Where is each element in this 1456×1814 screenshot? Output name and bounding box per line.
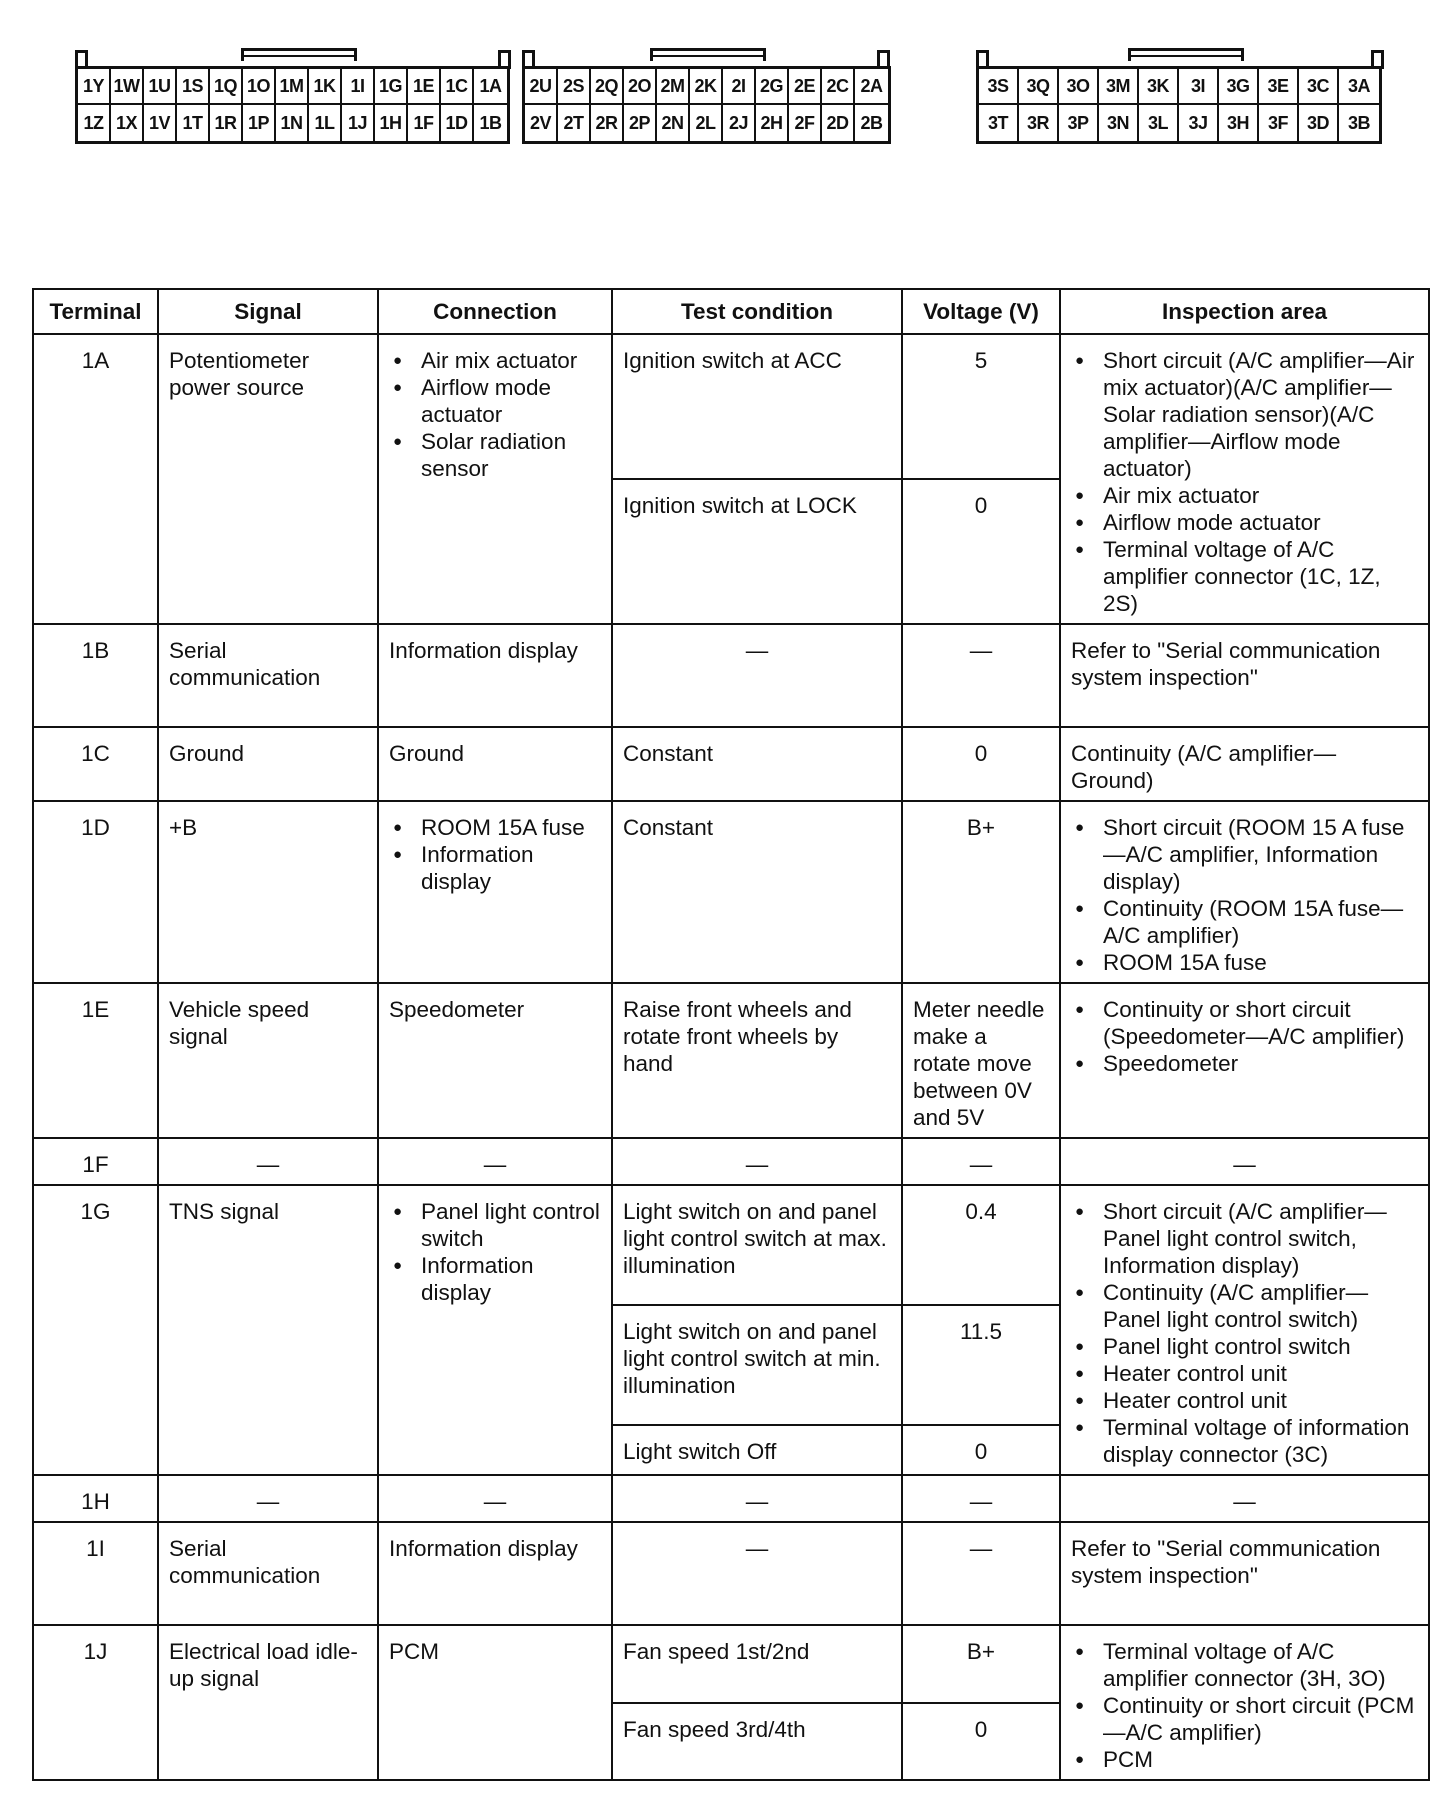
test-condition-cell: Raise front wheels and rotate front wheels by hand: [612, 983, 902, 1138]
test-condition-cell: Constant: [612, 727, 902, 801]
table-header-row: [33, 289, 1429, 334]
connector-pin: 3M: [1099, 69, 1139, 105]
signal-cell: +B: [158, 801, 378, 983]
connector-pin: 3K: [1139, 69, 1179, 105]
inspection-item: ● Panel light control switch: [1071, 1333, 1418, 1360]
connector-pin: 1M: [276, 69, 309, 105]
connector-pin: 2E: [789, 69, 822, 105]
test-condition-cell: Ignition switch at LOCK: [612, 479, 902, 624]
test-condition-cell: Ignition switch at ACC: [612, 334, 902, 479]
inspection-item: ● Continuity (ROOM 15A fuse—A/C amplifier): [1071, 895, 1418, 949]
inspection-item: ● Terminal voltage of A/C amplifier connector (1C, 1Z, 2S): [1071, 536, 1418, 617]
pin-row: [78, 105, 507, 141]
signal-cell: —: [158, 1138, 378, 1185]
connector-pin: 3L: [1139, 105, 1179, 141]
connection-cell: Speedometer: [378, 983, 612, 1138]
voltage-cell: 0.4: [902, 1185, 1060, 1305]
voltage-cell: B+: [902, 801, 1060, 983]
voltage-cell: 11.5: [902, 1305, 1060, 1425]
terminal-cell: 1H: [33, 1475, 158, 1522]
connector-3-body: [976, 66, 1382, 144]
connection-list: [389, 347, 601, 482]
connector-pin: 1C: [441, 69, 474, 105]
signal-cell: Serial communication: [158, 1522, 378, 1625]
connector-pin: 1E: [408, 69, 441, 105]
connector-pin: 2A: [855, 69, 888, 105]
connector-pin: 1T: [177, 105, 210, 141]
pin-row: [979, 105, 1379, 141]
signal-cell: Ground: [158, 727, 378, 801]
inspection-cell: [1060, 983, 1429, 1138]
connector-pin: 2N: [657, 105, 690, 141]
connector-3: [976, 48, 1384, 148]
signal-cell: Potentiometer power source: [158, 334, 378, 624]
signal-cell: Electrical load idle-up signal: [158, 1625, 378, 1780]
connector-pin: 1A: [474, 69, 507, 105]
connector-pin: 1Y: [78, 69, 111, 105]
connector-pin: 3R: [1019, 105, 1059, 141]
voltage-cell: Meter needle make a rotate move between 0V and 5V: [902, 983, 1060, 1138]
connector-pin: 3O: [1059, 69, 1099, 105]
inspection-item: ● Airflow mode actuator: [1071, 509, 1418, 536]
connection-item: ● Panel light control switch: [389, 1198, 601, 1252]
terminal-cell: 1J: [33, 1625, 158, 1780]
signal-cell: —: [158, 1475, 378, 1522]
voltage-cell: B+: [902, 1625, 1060, 1703]
inspection-item: ● Continuity (A/C amplifier—Panel light control switch): [1071, 1279, 1418, 1333]
table-row: [33, 1138, 1429, 1185]
signal-cell: Serial communication: [158, 624, 378, 727]
connection-item: ● Information display: [389, 1252, 601, 1306]
inspection-list: [1071, 347, 1418, 617]
connection-cell: Information display: [378, 1522, 612, 1625]
connector-pin: 2M: [657, 69, 690, 105]
connector-pin: 1D: [441, 105, 474, 141]
terminal-cell: 1B: [33, 624, 158, 727]
header-connection: Connection: [378, 289, 612, 334]
table-row: [33, 727, 1429, 801]
terminal-cell: 1A: [33, 334, 158, 624]
table-row: [33, 1522, 1429, 1625]
connector-pin: 2P: [624, 105, 657, 141]
voltage-cell: 0: [902, 1703, 1060, 1781]
connector-3-latch: [1128, 48, 1244, 61]
connector-pin: 2G: [756, 69, 789, 105]
connection-cell: PCM: [378, 1625, 612, 1780]
connector-pin: 1N: [276, 105, 309, 141]
connector-pin: 1Z: [78, 105, 111, 141]
inspection-list: [1071, 814, 1418, 976]
connection-cell: —: [378, 1475, 612, 1522]
connector-pin: 2S: [558, 69, 591, 105]
header-signal: Signal: [158, 289, 378, 334]
connector-pin: 1L: [309, 105, 342, 141]
table-row: [33, 624, 1429, 727]
inspection-cell: Continuity (A/C amplifier—Ground): [1060, 727, 1429, 801]
inspection-item: ● PCM: [1071, 1746, 1418, 1773]
test-condition-cell: Constant: [612, 801, 902, 983]
connector-pin: 1B: [479, 112, 502, 133]
connector-pin: 3B: [1347, 112, 1370, 133]
connection-list: [389, 1198, 601, 1306]
connection-cell: Information display: [378, 624, 612, 727]
inspection-item: ● ROOM 15A fuse: [1071, 949, 1418, 976]
connector-pin: 3J: [1179, 105, 1219, 141]
inspection-cell: —: [1060, 1138, 1429, 1185]
connector-pin: 2U: [525, 69, 558, 105]
voltage-cell: 0: [902, 727, 1060, 801]
header-voltage: Voltage (V): [902, 289, 1060, 334]
connection-cell: [378, 801, 612, 983]
header-inspection-area: Inspection area: [1060, 289, 1429, 334]
connection-item: ● ROOM 15A fuse: [389, 814, 601, 841]
connector-pin: 1O: [243, 69, 276, 105]
connector-1: [75, 48, 511, 148]
inspection-cell: [1060, 334, 1429, 624]
connector-pin: 1R: [210, 105, 243, 141]
terminal-cell: 1C: [33, 727, 158, 801]
inspection-cell: [1060, 1185, 1429, 1475]
connection-cell: Ground: [378, 727, 612, 801]
test-condition-cell: Light switch on and panel light control switch at min. illumination: [612, 1305, 902, 1425]
table-row: [33, 334, 1429, 479]
connector-pin: 3S: [979, 69, 1019, 105]
connector-pin: 2V: [525, 105, 558, 141]
inspection-list: [1071, 1638, 1418, 1773]
inspection-item: ● Air mix actuator: [1071, 482, 1418, 509]
terminal-cell: 1F: [33, 1138, 158, 1185]
connection-cell: —: [378, 1138, 612, 1185]
connection-list: [389, 814, 601, 895]
voltage-cell: —: [902, 624, 1060, 727]
connector-pin: 2O: [624, 69, 657, 105]
connector-pin: 2B: [860, 112, 883, 133]
connector-pin: 3E: [1259, 69, 1299, 105]
voltage-cell: —: [902, 1475, 1060, 1522]
table-row: [33, 1625, 1429, 1703]
inspection-cell: Refer to "Serial communication system inspection": [1060, 624, 1429, 727]
connection-item: ● Air mix actuator: [389, 347, 601, 374]
connector-pin: 1P: [243, 105, 276, 141]
connector-pin: 1I: [342, 69, 375, 105]
voltage-cell: —: [902, 1522, 1060, 1625]
inspection-item: ● Continuity or short circuit (Speedometer—A/C amplifier): [1071, 996, 1418, 1050]
connector-pin: 2F: [789, 105, 822, 141]
connector-1-latch: [241, 48, 357, 61]
connector-pin: 3T: [979, 105, 1019, 141]
test-condition-cell: —: [612, 1138, 902, 1185]
terminal-cell: 1G: [33, 1185, 158, 1475]
test-condition-cell: Light switch Off: [612, 1425, 902, 1475]
connector-pin: 1H: [375, 105, 408, 141]
voltage-cell: —: [902, 1138, 1060, 1185]
test-condition-cell: —: [612, 1475, 902, 1522]
header-test-condition: Test condition: [612, 289, 902, 334]
connector-pin: 3D: [1299, 105, 1339, 141]
inspection-item: ● Short circuit (A/C amplifier—Panel light control switch, Information display): [1071, 1198, 1418, 1279]
connector-pin: 3C: [1299, 69, 1339, 105]
connector-2-body: [522, 66, 891, 144]
connector-pin: 2J: [723, 105, 756, 141]
connector-pin: 3G: [1219, 69, 1259, 105]
connector-pin: 1Q: [210, 69, 243, 105]
connector-2: [522, 48, 890, 148]
connection-item: ● Information display: [389, 841, 601, 895]
connector-pin: 2H: [756, 105, 789, 141]
inspection-item: ● Short circuit (A/C amplifier—Air mix actuator)(A/C amplifier—Solar radiation sensor)(A/C amplifier—Airflow mode actuator): [1071, 347, 1418, 482]
connector-pin: 2K: [690, 69, 723, 105]
connector-pin: 1V: [144, 105, 177, 141]
connector-pin: 1K: [309, 69, 342, 105]
connector-pin: 3N: [1099, 105, 1139, 141]
inspection-item: ● Heater control unit: [1071, 1387, 1418, 1414]
table-row: [33, 1475, 1429, 1522]
connection-cell: [378, 1185, 612, 1475]
test-condition-cell: Light switch on and panel light control switch at max. illumination: [612, 1185, 902, 1305]
signal-cell: TNS signal: [158, 1185, 378, 1475]
voltage-cell: 0: [902, 479, 1060, 624]
inspection-cell: [1060, 1625, 1429, 1780]
connector-pin: 1W: [111, 69, 144, 105]
table-row: [33, 983, 1429, 1138]
pin-row: [78, 69, 507, 105]
connector-pin: 2D: [822, 105, 855, 141]
pin-row: [525, 105, 888, 141]
connection-cell: [378, 334, 612, 624]
connector-pin: 3Q: [1019, 69, 1059, 105]
voltage-cell: 0: [902, 1425, 1060, 1475]
table-row: [33, 801, 1429, 983]
connector-pin: 3A: [1339, 69, 1379, 105]
inspection-list: [1071, 996, 1418, 1077]
test-condition-cell: Fan speed 1st/2nd: [612, 1625, 902, 1703]
test-condition-cell: —: [612, 1522, 902, 1625]
connector-pin: 3P: [1059, 105, 1099, 141]
inspection-cell: —: [1060, 1475, 1429, 1522]
inspection-cell: Refer to "Serial communication system inspection": [1060, 1522, 1429, 1625]
table-row: [33, 1185, 1429, 1305]
test-condition-cell: Fan speed 3rd/4th: [612, 1703, 902, 1781]
connector-pin: 2L: [690, 105, 723, 141]
connector-pin: 1G: [375, 69, 408, 105]
pin-row: [979, 69, 1379, 105]
connector-pin: 3F: [1259, 105, 1299, 141]
inspection-item: ● Continuity or short circuit (PCM—A/C amplifier): [1071, 1692, 1418, 1746]
inspection-item: ● Short circuit (ROOM 15 A fuse—A/C amplifier, Information display): [1071, 814, 1418, 895]
inspection-cell: [1060, 801, 1429, 983]
inspection-item: ● Speedometer: [1071, 1050, 1418, 1077]
header-terminal: Terminal: [33, 289, 158, 334]
terminal-cell: 1E: [33, 983, 158, 1138]
connector-pin: 1U: [144, 69, 177, 105]
connector-pin: 3I: [1179, 69, 1219, 105]
inspection-list: [1071, 1198, 1418, 1468]
inspection-item: ● Terminal voltage of A/C amplifier connector (3H, 3O): [1071, 1638, 1418, 1692]
connection-item: ● Solar radiation sensor: [389, 428, 601, 482]
terminal-cell: 1I: [33, 1522, 158, 1625]
signal-cell: Vehicle speed signal: [158, 983, 378, 1138]
terminal-cell: 1D: [33, 801, 158, 983]
connector-pin: 2T: [558, 105, 591, 141]
connector-2-latch: [650, 48, 766, 61]
connector-pin: 1F: [408, 105, 441, 141]
connector-1-body: [75, 66, 510, 144]
voltage-cell: 5: [902, 334, 1060, 479]
terminal-spec-table: [32, 288, 1430, 1781]
test-condition-cell: —: [612, 624, 902, 727]
connector-pin: 2C: [822, 69, 855, 105]
connector-pin: 2Q: [591, 69, 624, 105]
connector-pin: 1S: [177, 69, 210, 105]
inspection-item: ● Terminal voltage of information display connector (3C): [1071, 1414, 1418, 1468]
pin-row: [525, 69, 888, 105]
inspection-item: ● Heater control unit: [1071, 1360, 1418, 1387]
connection-item: ● Airflow mode actuator: [389, 374, 601, 428]
connector-pin: 2I: [723, 69, 756, 105]
connector-pin: 1X: [111, 105, 144, 141]
connector-pin: 3H: [1219, 105, 1259, 141]
connector-pin: 1J: [342, 105, 375, 141]
connector-pin: 2R: [591, 105, 624, 141]
